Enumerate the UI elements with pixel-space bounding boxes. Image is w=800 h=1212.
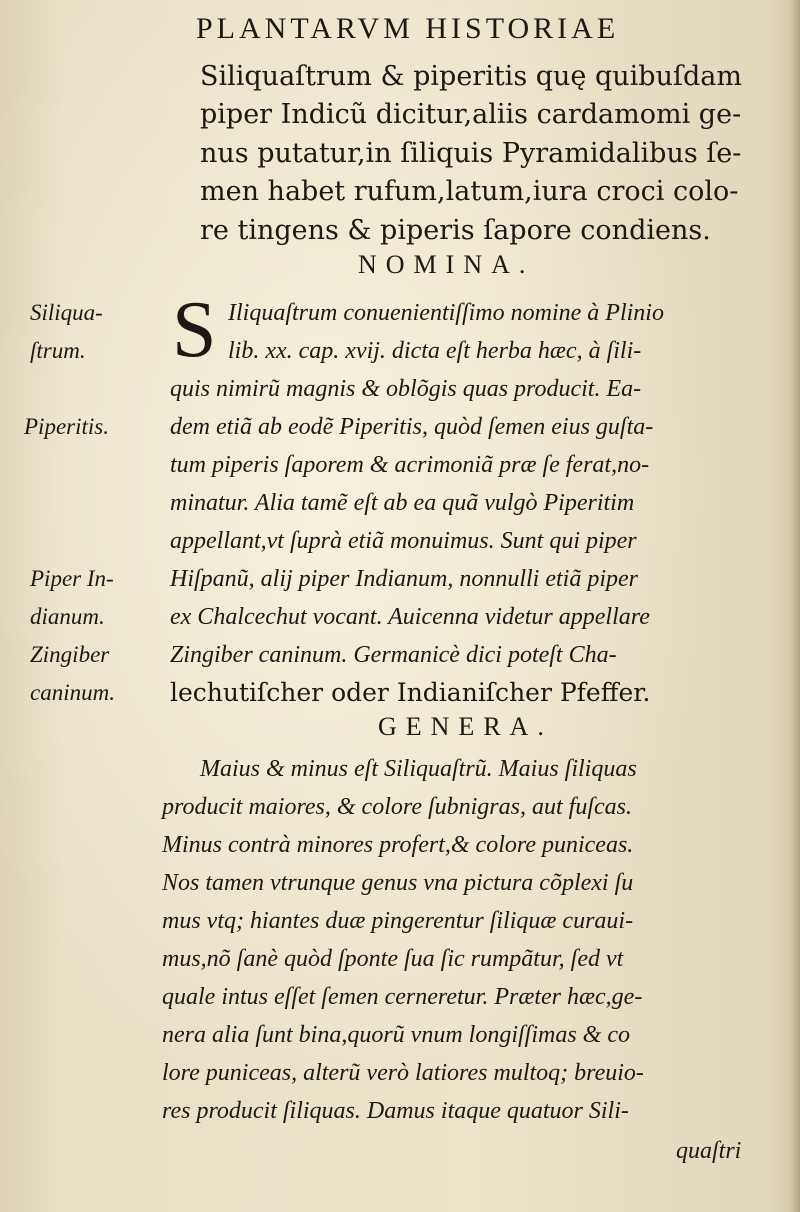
nomina-line: appellant,vt ſuprà etiã monuimus. Sunt qui piper [170, 528, 637, 554]
genera-line: producit maiores, & colore ſubnigras, aut fuſcas. [162, 794, 632, 820]
margin-note: Siliqua- [30, 300, 103, 325]
genera-line: mus vtq; hiantes duæ pingerentur ſiliquæ curaui- [162, 908, 634, 934]
nomina-line: Iliquaſtrum conuenientiſſimo nomine à Plinio [228, 300, 664, 326]
page-edge-shadow [790, 0, 800, 1212]
catchword: quaſtri [676, 1138, 742, 1164]
running-head: PLANTARVM HISTORIAE [196, 12, 620, 45]
nomina-line: tum piperis ſaporem & acrimoniã præ ſe ferat,no- [170, 452, 650, 478]
nomina-line: Hiſpanũ, alij piper Indianum, nonnulli etiã piper [170, 566, 638, 592]
genera-line: Maius & minus eſt Siliquaſtrũ. Maius ſiliquas [200, 756, 637, 782]
section-heading-genera: GENERA. [378, 712, 553, 741]
nomina-line: ex Chalcechut vocant. Auicenna videtur appellare [170, 604, 650, 630]
margin-note: Zingiber [30, 642, 110, 667]
intro-line: nus putatur,in ſiliquis Pyramidalibus ſe- [200, 138, 742, 169]
genera-line: Nos tamen vtrunque genus vna pictura cõplexi ſu [162, 870, 634, 896]
intro-line: re tingens & piperis ſapore condiens. [200, 215, 711, 246]
section-heading-nomina: NOMINA. [358, 250, 535, 279]
nomina-line: quis nimirũ magnis & oblõgis quas producit. Ea- [170, 376, 642, 402]
nomina-line: lib. xx. cap. xvij. dicta eſt herba hæc, à ſili- [228, 338, 642, 364]
genera-line: nera alia ſunt bina,quorũ vnum longiſſimas & co [162, 1022, 630, 1048]
intro-line: piper Indicũ dicitur,aliis cardamomi ge- [200, 99, 742, 130]
nomina-line: dem etiã ab eodẽ Piperitis, quòd ſemen eius guſta- [170, 414, 654, 440]
margin-note: caninum. [30, 680, 115, 705]
genera-line: res producit ſiliquas. Damus itaque quatuor Sili- [162, 1098, 629, 1124]
genera-line: quale intus eſſet ſemen cerneretur. Præter hæc,ge- [162, 984, 643, 1010]
genera-line: Minus contrà minores profert,& colore puniceas. [162, 832, 634, 858]
nomina-line: minatur. Alia tamẽ eſt ab ea quã vulgò Piperitim [170, 490, 635, 516]
genera-line: lore puniceas, alterũ verò latiores multoq; breuio- [162, 1060, 644, 1086]
genera-line: mus,nõ ſanè quòd ſponte ſua ſic rumpãtur, ſed vt [162, 946, 624, 972]
margin-note: Piperitis. [24, 414, 109, 439]
margin-note: ſtrum. [30, 338, 86, 363]
nomina-line: Zingiber caninum. Germanicè dici poteſt Cha- [170, 642, 617, 668]
intro-line: men habet rufum,latum,iura croci colo- [200, 176, 739, 207]
intro-line: Siliquaſtrum & piperitis quę quibuſdam [200, 61, 742, 92]
margin-note: dianum. [30, 604, 105, 629]
margin-note: Piper In- [30, 566, 114, 591]
nomina-line: lechutiſcher oder Indianiſcher Pfeffer. [170, 678, 651, 707]
drop-cap: S [172, 286, 217, 374]
